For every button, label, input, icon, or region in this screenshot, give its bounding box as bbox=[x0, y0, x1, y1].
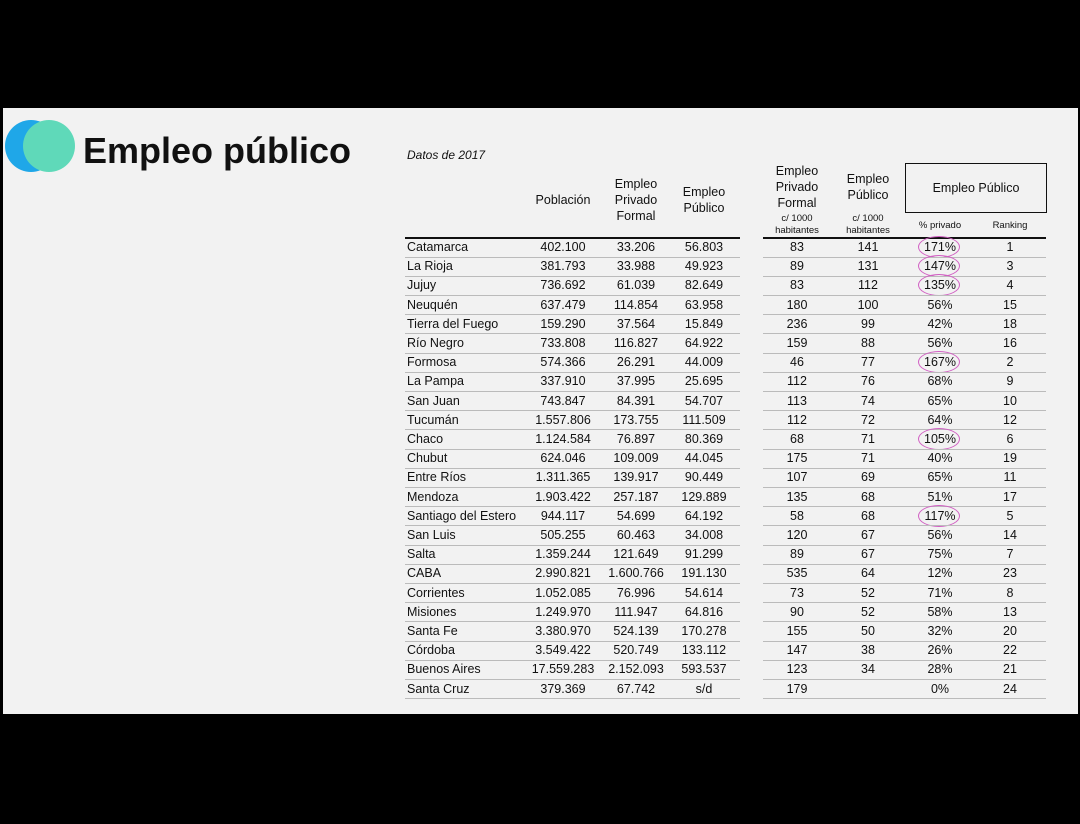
header-empleo-publico: Empleo Público bbox=[682, 185, 726, 215]
table-row bbox=[3, 660, 1078, 679]
empleo-privado-hab-cell: 155 bbox=[786, 624, 808, 638]
header-empleo-privado-hab: Empleo Privado Formal bbox=[775, 164, 819, 210]
poblacion-cell: 1.557.806 bbox=[535, 412, 591, 427]
empleo-privado-cell: 37.564 bbox=[616, 316, 656, 331]
empleo-publico-cell: 64.192 bbox=[684, 508, 724, 523]
pct-privado-cell: 65% bbox=[927, 470, 953, 485]
table-row bbox=[3, 680, 1078, 699]
empleo-publico-hab-cell: 67 bbox=[861, 528, 875, 542]
empleo-privado-hab-cell: 58 bbox=[790, 508, 804, 523]
poblacion-cell: 3.549.422 bbox=[535, 643, 591, 658]
pct-privado-cell: 135% bbox=[905, 276, 975, 295]
empleo-privado-cell: 257.187 bbox=[613, 489, 659, 504]
header-poblacion: Población bbox=[535, 193, 591, 207]
provincia-cell: Santa Fe bbox=[407, 624, 458, 638]
page-title: Empleo público bbox=[83, 130, 352, 171]
empleo-privado-hab-cell: 135 bbox=[786, 489, 808, 504]
provincia-cell: San Luis bbox=[407, 528, 456, 542]
poblacion-cell: 3.380.970 bbox=[535, 624, 591, 638]
empleo-publico-hab-cell: 71 bbox=[861, 432, 875, 446]
empleo-publico-cell: 15.849 bbox=[684, 316, 724, 331]
provincia-cell: Corrientes bbox=[407, 585, 465, 600]
poblacion-cell: 743.847 bbox=[540, 393, 586, 408]
poblacion-cell: 1.249.970 bbox=[535, 604, 591, 619]
poblacion-cell: 944.117 bbox=[540, 508, 586, 523]
poblacion-cell: 1.311.365 bbox=[535, 470, 591, 485]
poblacion-cell: 337.910 bbox=[540, 374, 586, 389]
empleo-privado-hab-cell: 107 bbox=[786, 470, 808, 485]
empleo-privado-cell: 520.749 bbox=[613, 643, 659, 658]
table-row bbox=[3, 488, 1078, 507]
poblacion-cell: 159.290 bbox=[540, 316, 586, 331]
table-row bbox=[3, 584, 1078, 603]
empleo-publico-cell: 191.130 bbox=[681, 566, 727, 581]
provincia-cell: Río Negro bbox=[407, 336, 464, 350]
empleo-privado-hab-cell: 46 bbox=[790, 355, 804, 370]
pct-privado-cell: 12% bbox=[927, 566, 953, 581]
provincia-cell: Salta bbox=[407, 547, 436, 562]
table-row bbox=[3, 315, 1078, 334]
ranking-cell: 23 bbox=[1003, 566, 1017, 581]
pct-privado-cell: 26% bbox=[927, 643, 953, 658]
empleo-publico-cell: 111.509 bbox=[682, 412, 726, 427]
poblacion-cell: 381.793 bbox=[540, 259, 586, 274]
empleo-publico-cell: 63.958 bbox=[684, 297, 724, 312]
empleo-privado-hab-cell: 89 bbox=[790, 259, 804, 274]
ranking-cell: 22 bbox=[1003, 643, 1017, 658]
highlight-circle bbox=[918, 274, 960, 296]
pct-privado-cell: 171% bbox=[905, 238, 975, 257]
pct-privado-cell: 28% bbox=[927, 662, 953, 677]
empleo-publico-cell: 49.923 bbox=[684, 259, 724, 274]
provincia-cell: La Pampa bbox=[407, 374, 464, 389]
empleo-publico-cell: 34.008 bbox=[684, 528, 724, 542]
pct-privado-cell: 117% bbox=[905, 507, 975, 526]
empleo-privado-hab-cell: 113 bbox=[787, 393, 807, 408]
empleo-publico-cell: 129.889 bbox=[681, 489, 727, 504]
empleo-publico-cell: 64.816 bbox=[684, 604, 724, 619]
empleo-privado-cell: 61.039 bbox=[616, 278, 656, 293]
empleo-publico-hab-cell: 52 bbox=[861, 585, 875, 600]
empleo-publico-hab-cell: 72 bbox=[861, 412, 875, 427]
provincia-cell: Neuquén bbox=[407, 297, 458, 312]
empleo-publico-hab-cell: 74 bbox=[861, 393, 875, 408]
provincia-cell: Formosa bbox=[407, 355, 457, 370]
empleo-publico-cell: 64.922 bbox=[684, 336, 724, 350]
pct-privado-cell: 0% bbox=[930, 681, 950, 696]
poblacion-cell: 1.359.244 bbox=[535, 547, 591, 562]
empleo-privado-hab-cell: 112 bbox=[787, 412, 807, 427]
empleo-privado-hab-cell: 90 bbox=[790, 604, 804, 619]
empleo-publico-hab-cell: 64 bbox=[861, 566, 875, 581]
data-year-note: Datos de 2017 bbox=[407, 148, 486, 162]
provincia-cell: Misiones bbox=[407, 604, 457, 619]
table-row bbox=[3, 622, 1078, 641]
empleo-privado-cell: 114.854 bbox=[613, 297, 659, 312]
empleo-publico-cell: 44.045 bbox=[684, 451, 724, 466]
table-row bbox=[3, 238, 1078, 257]
pct-privado-cell: 56% bbox=[927, 297, 953, 312]
empleo-publico-hab-cell: 141 bbox=[857, 240, 879, 254]
provincia-cell: CABA bbox=[407, 566, 442, 581]
highlight-circle bbox=[918, 428, 960, 450]
table-row bbox=[3, 449, 1078, 468]
empleo-privado-cell: 173.755 bbox=[613, 412, 659, 427]
pct-privado-cell: 58% bbox=[927, 604, 953, 619]
ranking-cell: 15 bbox=[1003, 297, 1017, 312]
provincia-cell: Entre Ríos bbox=[407, 470, 467, 485]
empleo-publico-hab-cell: 38 bbox=[861, 643, 875, 658]
pct-privado-cell: 147% bbox=[905, 257, 975, 276]
pct-privado-cell: 167% bbox=[905, 353, 975, 372]
pct-privado-cell: 40% bbox=[927, 451, 953, 466]
empleo-privado-hab-cell: 180 bbox=[786, 297, 808, 312]
pct-privado-cell: 68% bbox=[927, 374, 953, 389]
empleo-publico-cell: 80.369 bbox=[684, 432, 724, 446]
ranking-cell: 14 bbox=[1003, 528, 1017, 542]
empleo-privado-hab-cell: 123 bbox=[786, 662, 808, 677]
ranking-cell: 3 bbox=[1006, 259, 1014, 274]
table-row bbox=[3, 545, 1078, 564]
provincia-cell: Santiago del Estero bbox=[407, 508, 517, 523]
ranking-cell: 4 bbox=[1006, 278, 1014, 293]
pct-privado-cell: 71% bbox=[927, 585, 953, 600]
poblacion-cell: 637.479 bbox=[540, 297, 586, 312]
poblacion-cell: 2.990.821 bbox=[535, 566, 591, 581]
empleo-privado-hab-cell: 89 bbox=[790, 547, 804, 562]
empleo-publico-hab-cell: 34 bbox=[861, 662, 875, 677]
empleo-privado-cell: 60.463 bbox=[616, 528, 656, 542]
ranking-cell: 20 bbox=[1003, 624, 1017, 638]
logo-icon bbox=[3, 120, 83, 176]
poblacion-cell: 379.369 bbox=[540, 681, 586, 696]
table-row bbox=[3, 392, 1078, 411]
empleo-publico-hab-cell: 50 bbox=[861, 624, 875, 638]
header-ranking: Ranking bbox=[992, 220, 1028, 231]
header-empleo-privado: Empleo Privado Formal bbox=[614, 177, 658, 223]
empleo-privado-cell: 67.742 bbox=[616, 681, 656, 696]
poblacion-cell: 1.903.422 bbox=[535, 489, 591, 504]
empleo-privado-cell: 524.139 bbox=[613, 624, 659, 638]
empleo-publico-cell: 25.695 bbox=[684, 374, 724, 389]
table-row bbox=[3, 372, 1078, 391]
empleo-privado-hab-cell: 179 bbox=[786, 681, 808, 696]
empleo-publico-cell: 90.449 bbox=[684, 470, 724, 485]
pct-privado-cell: 42% bbox=[927, 316, 953, 331]
provincia-cell: Mendoza bbox=[407, 489, 459, 504]
empleo-publico-hab-cell: 68 bbox=[861, 508, 875, 523]
ranking-cell: 19 bbox=[1003, 451, 1017, 466]
empleo-privado-cell: 121.649 bbox=[613, 547, 659, 562]
table-row bbox=[3, 257, 1078, 276]
empleo-publico-cell: 593.537 bbox=[681, 662, 727, 677]
provincia-cell: Tierra del Fuego bbox=[407, 316, 499, 331]
header-pct-privado: % privado bbox=[918, 220, 962, 231]
empleo-privado-cell: 54.699 bbox=[616, 508, 656, 523]
empleo-privado-cell: 139.917 bbox=[613, 470, 659, 485]
empleo-privado-cell: 76.897 bbox=[616, 432, 656, 446]
poblacion-cell: 505.255 bbox=[540, 528, 586, 542]
empleo-publico-hab-cell: 52 bbox=[861, 604, 875, 619]
empleo-publico-hab-cell: 77 bbox=[861, 355, 875, 370]
provincia-cell: Catamarca bbox=[407, 240, 469, 254]
table-row bbox=[3, 276, 1078, 295]
poblacion-cell: 624.046 bbox=[540, 451, 586, 466]
empleo-privado-cell: 26.291 bbox=[616, 355, 656, 370]
header-empleo-publico-box: Empleo Público bbox=[905, 163, 1047, 213]
empleo-privado-hab-cell: 112 bbox=[787, 374, 807, 389]
pct-privado-cell: 105% bbox=[905, 430, 975, 449]
empleo-privado-cell: 2.152.093 bbox=[608, 662, 664, 677]
pct-privado-cell: 32% bbox=[927, 624, 953, 638]
row-divider bbox=[763, 698, 1046, 699]
empleo-privado-hab-cell: 68 bbox=[790, 432, 804, 446]
provincia-cell: Chubut bbox=[407, 451, 448, 466]
table-row bbox=[3, 526, 1078, 545]
ranking-cell: 8 bbox=[1006, 585, 1014, 600]
empleo-publico-hab-cell: 69 bbox=[861, 470, 875, 485]
poblacion-cell: 402.100 bbox=[540, 240, 586, 254]
empleo-privado-hab-cell: 535 bbox=[786, 566, 808, 581]
ranking-cell: 16 bbox=[1003, 336, 1017, 350]
empleo-publico-cell: 54.614 bbox=[684, 585, 724, 600]
table-row bbox=[3, 603, 1078, 622]
pct-privado-cell: 65% bbox=[927, 393, 953, 408]
ranking-cell: 18 bbox=[1003, 316, 1017, 331]
pct-privado-cell: 75% bbox=[927, 547, 953, 562]
provincia-cell: Buenos Aires bbox=[407, 662, 481, 677]
empleo-privado-cell: 76.996 bbox=[616, 585, 656, 600]
empleo-privado-cell: 33.988 bbox=[616, 259, 656, 274]
header-per1000-a: c/ 1000 habitantes bbox=[775, 213, 819, 236]
table-row bbox=[3, 430, 1078, 449]
empleo-publico-hab-cell: 67 bbox=[861, 547, 875, 562]
poblacion-cell: 733.808 bbox=[540, 336, 586, 350]
ranking-cell: 6 bbox=[1006, 432, 1014, 446]
ranking-cell: 9 bbox=[1006, 374, 1014, 389]
table-row bbox=[3, 334, 1078, 353]
table-row bbox=[3, 564, 1078, 583]
empleo-privado-cell: 111.947 bbox=[614, 604, 658, 619]
empleo-publico-cell: 54.707 bbox=[684, 393, 724, 408]
header-per1000-b: c/ 1000 habitantes bbox=[846, 213, 890, 236]
empleo-privado-hab-cell: 120 bbox=[786, 528, 808, 542]
empleo-publico-hab-cell: 112 bbox=[858, 278, 878, 293]
table-row bbox=[3, 296, 1078, 315]
empleo-privado-hab-cell: 159 bbox=[786, 336, 808, 350]
ranking-cell: 24 bbox=[1003, 681, 1017, 696]
empleo-publico-hab-cell: 99 bbox=[861, 316, 875, 331]
ranking-cell: 5 bbox=[1006, 508, 1014, 523]
empleo-publico-hab-cell: 100 bbox=[857, 297, 879, 312]
empleo-privado-hab-cell: 83 bbox=[790, 240, 804, 254]
ranking-cell: 7 bbox=[1006, 547, 1014, 562]
pct-privado-cell: 64% bbox=[927, 412, 953, 427]
empleo-privado-hab-cell: 147 bbox=[786, 643, 808, 658]
empleo-privado-hab-cell: 175 bbox=[786, 451, 808, 466]
highlight-circle bbox=[918, 351, 960, 373]
pct-privado-cell: 56% bbox=[927, 528, 953, 542]
empleo-publico-hab-cell: 68 bbox=[861, 489, 875, 504]
ranking-cell: 1 bbox=[1006, 240, 1014, 254]
empleo-privado-hab-cell: 236 bbox=[786, 316, 808, 331]
ranking-cell: 13 bbox=[1003, 604, 1017, 619]
empleo-publico-cell: 170.278 bbox=[681, 624, 727, 638]
empleo-privado-cell: 116.827 bbox=[613, 336, 659, 350]
ranking-cell: 11 bbox=[1003, 470, 1017, 485]
provincia-cell: San Juan bbox=[407, 393, 460, 408]
empleo-publico-cell: 91.299 bbox=[684, 547, 724, 562]
empleo-publico-cell: 44.009 bbox=[684, 355, 724, 370]
header-empleo-publico-hab: Empleo Público bbox=[846, 172, 890, 202]
ranking-cell: 2 bbox=[1006, 355, 1014, 370]
empleo-publico-hab-cell bbox=[833, 680, 903, 699]
table-row bbox=[3, 353, 1078, 372]
ranking-cell: 10 bbox=[1003, 393, 1017, 408]
poblacion-cell: 1.124.584 bbox=[535, 432, 591, 446]
empleo-privado-hab-cell: 73 bbox=[790, 585, 804, 600]
poblacion-cell: 1.052.085 bbox=[535, 585, 591, 600]
provincia-cell: Chaco bbox=[407, 432, 444, 446]
ranking-cell: 17 bbox=[1003, 489, 1017, 504]
provincia-cell: Jujuy bbox=[407, 278, 437, 293]
provincia-cell: Santa Cruz bbox=[407, 681, 470, 696]
empleo-publico-cell: s/d bbox=[695, 681, 713, 696]
empleo-publico-cell: 56.803 bbox=[684, 240, 724, 254]
empleo-publico-hab-cell: 76 bbox=[861, 374, 875, 389]
empleo-publico-hab-cell: 88 bbox=[861, 336, 875, 350]
empleo-privado-cell: 109.009 bbox=[613, 451, 659, 466]
ranking-cell: 12 bbox=[1003, 412, 1017, 427]
empleo-privado-hab-cell: 83 bbox=[790, 278, 804, 293]
poblacion-cell: 17.559.283 bbox=[531, 662, 595, 677]
slide bbox=[3, 108, 1078, 714]
pct-privado-cell: 56% bbox=[927, 336, 953, 350]
provincia-cell: Tucumán bbox=[407, 412, 459, 427]
table-row bbox=[3, 468, 1078, 487]
empleo-publico-cell: 82.649 bbox=[684, 278, 724, 293]
provincia-cell: Córdoba bbox=[407, 643, 455, 658]
ranking-cell: 21 bbox=[1003, 662, 1017, 677]
empleo-privado-cell: 33.206 bbox=[616, 240, 656, 254]
empleo-privado-cell: 1.600.766 bbox=[608, 566, 664, 581]
provincia-cell: La Rioja bbox=[407, 259, 453, 274]
empleo-publico-hab-cell: 71 bbox=[861, 451, 875, 466]
poblacion-cell: 574.366 bbox=[540, 355, 586, 370]
highlight-circle bbox=[918, 505, 960, 527]
empleo-publico-hab-cell: 131 bbox=[857, 259, 879, 274]
table-row bbox=[3, 641, 1078, 660]
empleo-privado-cell: 37.995 bbox=[616, 374, 656, 389]
poblacion-cell: 736.692 bbox=[540, 278, 586, 293]
empleo-publico-cell: 133.112 bbox=[681, 643, 727, 658]
table-row bbox=[3, 507, 1078, 526]
table-row bbox=[3, 411, 1078, 430]
pct-privado-cell: 51% bbox=[927, 489, 953, 504]
row-divider bbox=[405, 698, 740, 699]
empleo-privado-cell: 84.391 bbox=[616, 393, 656, 408]
